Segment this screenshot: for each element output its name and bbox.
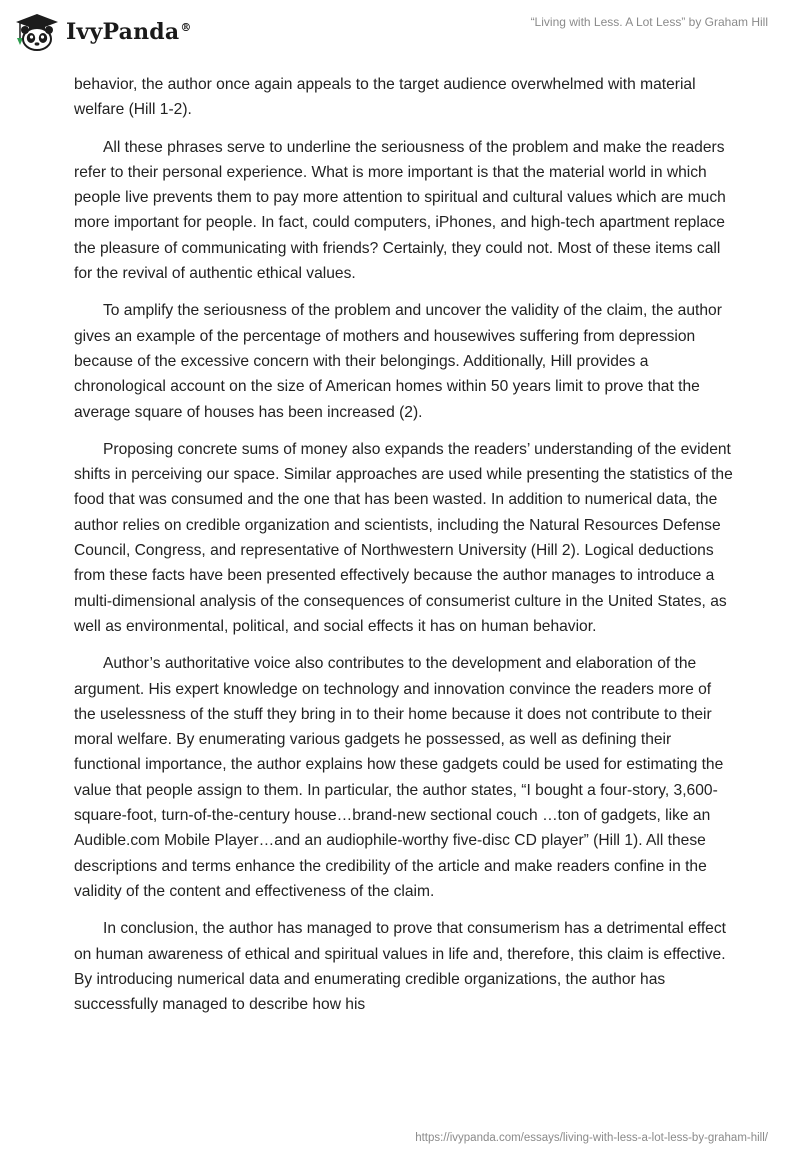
panda-graduate-icon [14,12,60,52]
paragraph: To amplify the seriousness of the problem and uncover the validity of the claim, the author gives an example of the percentage of mothers and housewives suffering from depression because of the excessive concern with their belongings. Additionally, Hill provides a chronological account on the size of American homes within 50 years limit to prove that the average square of houses has been increased (2). [74,302,722,421]
ivypanda-logo[interactable] [14,9,214,55]
paragraph: In conclusion, the author has managed to prove that consumerism has a detrimental effect on human awareness of ethical and spiritual values in life and, therefore, this claim is effective. By introducing numerical data and enumerating credible organizations, the author has successfully managed to describe how his [74,920,726,1014]
paragraph: All these phrases serve to underline the seriousness of the problem and make the readers refer to their personal experience. What is more important is that the material world in which people live prevents them to pay more attention to spiritual and cultural values which are much more important for people. In fact, could computers, iPhones, and high-tech apartment replace the pleasure of communicating with friends? Certainly, they could not. Most of these items call for the revival of authentic ethical values. [74,138,726,283]
running-title: “Living with Less. A Lot Less” by Graham Hill [530,15,768,29]
page-header [0,0,800,64]
footer-url[interactable]: https://ivypanda.com/essays/living-with-less-a-lot-less-by-graham-hill/ [415,1132,768,1144]
registered-mark: ® [180,20,192,34]
paragraph: Author’s authoritative voice also contributes to the development and elaboration of the argument. His expert knowledge on technology and innovation convince the readers more of the uselessness of the stuff they bring in to their home because it does not contribute to their moral welfare. By enumerating various gadgets he possessed, as well as defining their functional importance, the author explains how these gadgets could be used for estimating the value that people assign to them. In particular, the author states, “I bought a four-story, 3,600-square-foot, turn-of-the-century house…brand-new sectional couch …ton of gadgets, like an Audible.com Mobile Player…and an audiophile-worthy five-disc CD player” (Hill 1). All these descriptions and terms enhance the credibility of the article and make readers confine in the validity of the content and effectiveness of the claim. [74,655,724,900]
essay-body [74,72,734,1029]
brand-name: IvyPanda® [66,19,192,45]
paragraph: behavior, the author once again appeals to the target audience overwhelmed with material welfare (Hill 1-2). [74,76,696,119]
paragraph: Proposing concrete sums of money also expands the readers’ understanding of the evident shifts in perceiving our space. Similar approaches are used while presenting the statistics of the food that was consumed and the one that has been wasted. In addition to numerical data, the author relies on credible organization and scientists, including the Natural Resources Defense Council, Congress, and representative of Northwestern University (Hill 2). Logical deductions from these facts have been presented effectively because the author manages to introduce a multi-dimensional analysis of the consequences of consumerist culture in the United States, as well as environmental, political, and social effects it has on human behavior. [74,440,733,635]
